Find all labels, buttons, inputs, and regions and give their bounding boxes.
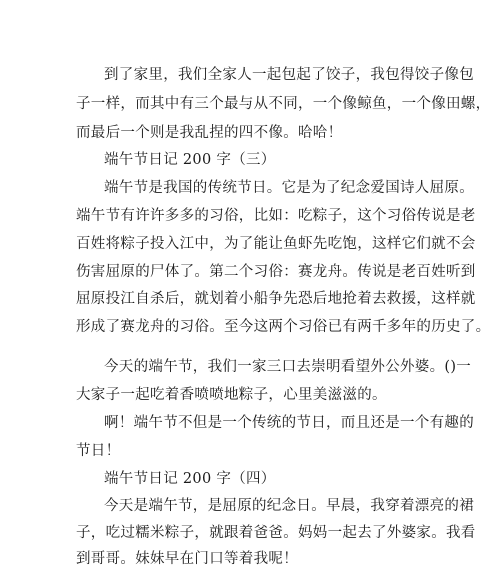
paragraph-line: 百姓将粽子投入江中，为了能让鱼虾先吃饱，这样它们就不会 xyxy=(76,236,476,252)
paragraph-line: 伤害屈原的尸体了。第二个习俗：赛龙舟。传说是老百姓听到 xyxy=(76,264,476,280)
paragraph-line: 端午节是我国的传统节日。它是为了纪念爱国诗人屈原。 xyxy=(104,180,474,196)
paragraph-line: 今天的端午节，我们一家三口去崇明看望外公外婆。()一 xyxy=(104,359,472,375)
paragraph-line: 子一样，而其中有三个最与从不同，一个像鲸鱼，一个像田螺， xyxy=(76,96,491,112)
paragraph-line: 端午节有许许多多的习俗，比如：吃粽子，这个习俗传说是老 xyxy=(76,208,476,224)
paragraph-line: 大家子一起吃着香喷喷地粽子，心里美滋滋的。 xyxy=(76,387,387,403)
paragraph-line: 而最后一个则是我乱捏的四不像。哈哈！ xyxy=(76,125,343,141)
section-heading: 端午节日记 200 字（三） xyxy=(104,152,276,168)
paragraph-line: 形成了赛龙舟的习俗。至今这两个习俗已有两千多年的历史了。 xyxy=(76,319,491,335)
paragraph-line: 到哥哥。妹妹早在门口等着我呢！ xyxy=(76,551,298,567)
paragraph-line: 到了家里，我们全家人一起包起了饺子，我包得饺子像包 xyxy=(104,67,474,83)
paragraph-line: 子，吃过糯米粽子，就跟着爸爸。妈妈一起去了外婆家。我看 xyxy=(76,525,476,541)
paragraph-line: 今天是端午节，是屈原的纪念日。早晨，我穿着漂亮的裙 xyxy=(104,498,474,514)
section-heading: 端午节日记 200 字（四） xyxy=(104,471,276,487)
paragraph-line: 节日！ xyxy=(76,443,121,459)
paragraph-line: 啊！端午节不但是一个传统的节日，而且还是一个有趣的 xyxy=(104,415,474,431)
paragraph-line: 屈原投江自杀后，就划着小船争先恐后地抢着去救援，这样就 xyxy=(76,291,476,307)
